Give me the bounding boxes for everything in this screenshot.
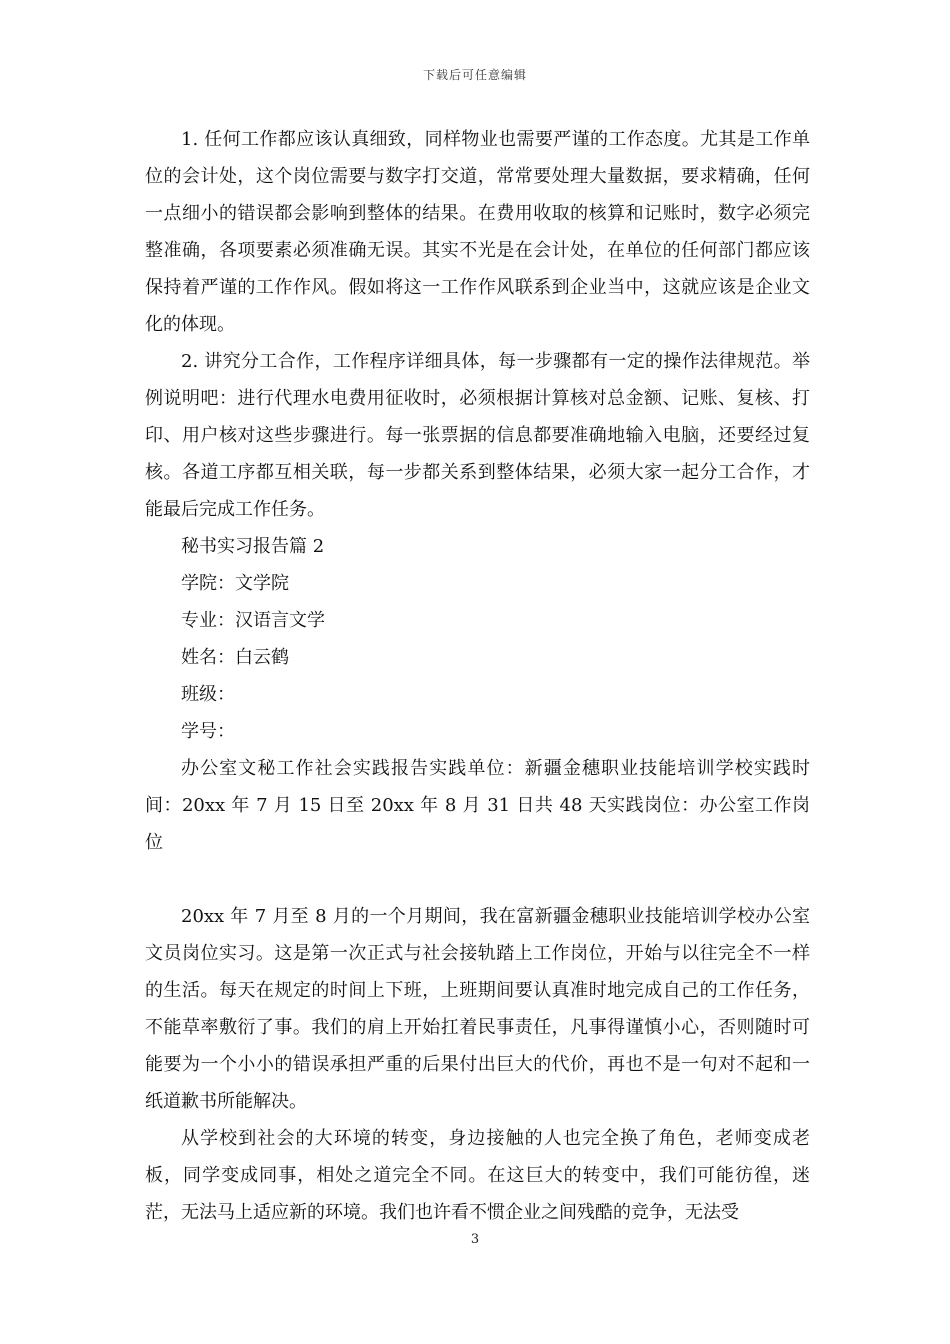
blank-line xyxy=(145,861,810,898)
class-field: 班级： xyxy=(181,684,235,705)
page-number: 3 xyxy=(470,1232,480,1247)
college-field: 学院：文学院 xyxy=(181,573,289,594)
paragraph-1: 1. 任何工作都应该认真细致，同样物业也需要严谨的工作态度。尤其是工作单位的会计处，这个岗位需要与数字打交道，常常要处理大量数据，要求精确，任何一点细小的错误都会影响到整体的结果。在费用收取的核算和记账时，数字必须完整准确，各项要素必须准确无误。其实不光是在会计处，在单位的任何部门都应该保持着严谨的工作作风。假如将这一工作作风联系到企业当中，这就应该是企业文化的体现。 xyxy=(145,129,810,335)
name-field: 姓名：白云鹤 xyxy=(181,647,289,668)
student-id-field: 学号： xyxy=(181,721,235,742)
major-field: 专业：汉语言文学 xyxy=(181,610,325,631)
paragraph-3: 办公室文秘工作社会实践报告实践单位：新疆金穗职业技能培训学校实践时间：20xx 年 7 月 15 日至 20xx 年 8 月 31 日共 48 天实践岗位：办公室工作岗位 xyxy=(145,758,810,853)
document-body xyxy=(145,121,810,1231)
section-title: 秘书实习报告篇 2 xyxy=(181,536,325,557)
page-header: 下载后可任意编辑 xyxy=(422,68,527,82)
paragraph-5: 从学校到社会的大环境的转变，身边接触的人也完全换了角色，老师变成老板，同学变成同事，相处之道完全不同。在这巨大的转变中，我们可能彷徨，迷茫，无法马上适应新的环境。我们也许看不惯企业之间残酷的竞争，无法受 xyxy=(145,1128,810,1223)
paragraph-4: 20xx 年 7 月至 8 月的一个月期间，我在富新疆金穗职业技能培训学校办公室文员岗位实习。这是第一次正式与社会接轨踏上工作岗位，开始与以往完全不一样的生活。每天在规定的时间上下班，上班期间要认真准时地完成自己的工作任务，不能草率敷衍了事。我们的肩上开始扛着民事责任，凡事得谨慎小心，否则随时可能要为一个小小的错误承担严重的后果付出巨大的代价，再也不是一句对不起和一纸道歉书所能解决。 xyxy=(145,906,810,1112)
paragraph-2: 2. 讲究分工合作，工作程序详细具体，每一步骤都有一定的操作法律规范。举例说明吧：进行代理水电费用征收时，必须根据计算核对总金额、记账、复核、打印、用户核对这些步骤进行。每一张票据的信息都要准确地输入电脑，还要经过复核。各道工序都互相关联，每一步都关系到整体结果，必须大家一起分工合作，才能最后完成工作任务。 xyxy=(145,351,810,520)
